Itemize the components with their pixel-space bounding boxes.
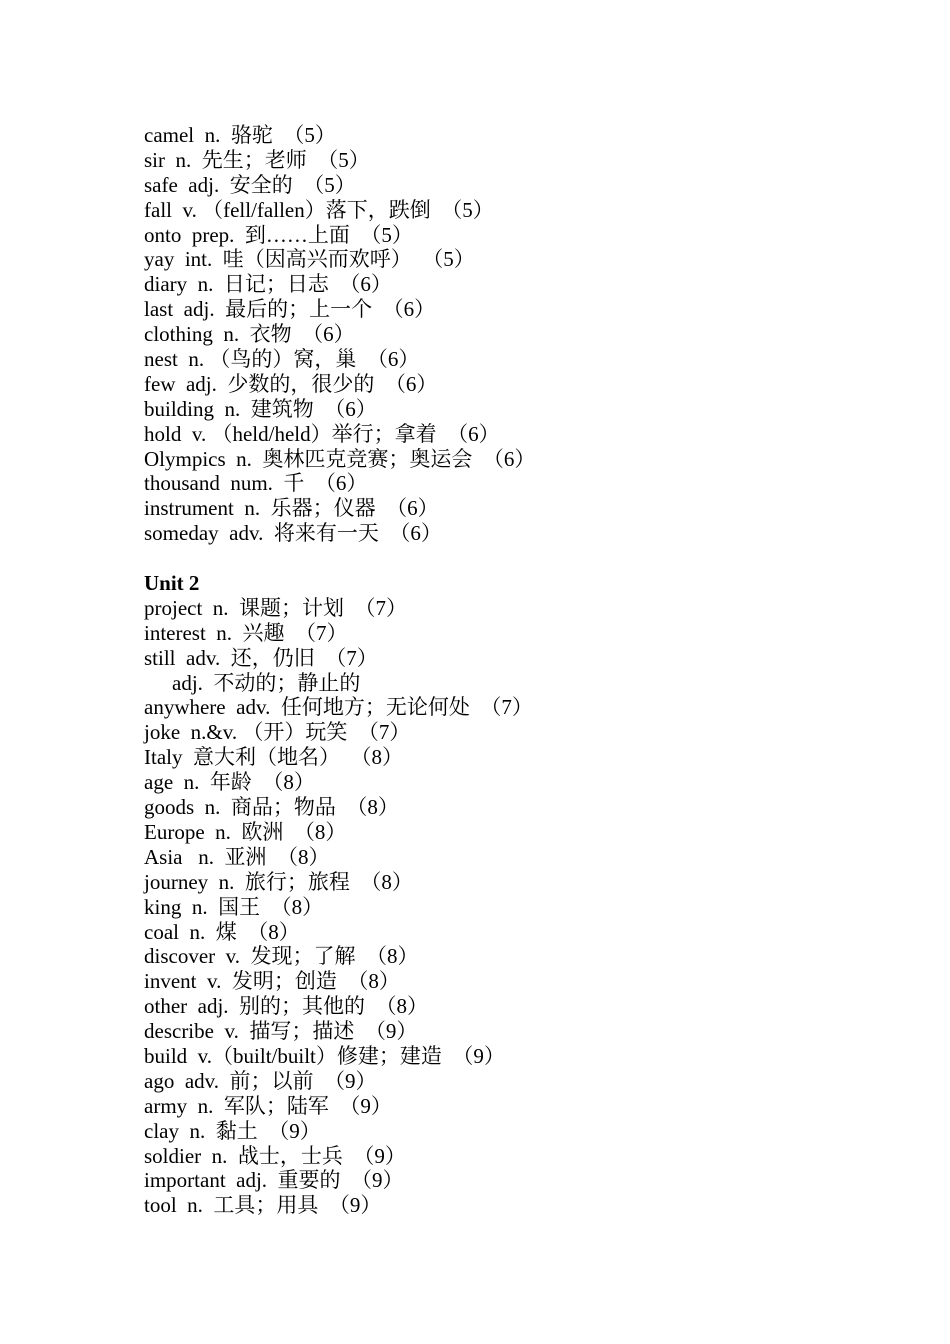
vocab-sub-entry: adj. 不动的；静止的 [172,670,361,695]
vocabulary-page [144,123,904,1218]
vocab-entry: safe adj. 安全的 （5） [144,172,356,197]
vocab-entry: camel n. 骆驼 （5） [144,123,336,147]
vocab-entry: other adj. 别的；其他的 （8） [144,994,429,1019]
vocab-entry: building n. 建筑物 （6） [144,396,377,421]
unit-heading: Unit 2 [144,571,200,596]
vocab-entry: army n. 军队；陆军 （9） [144,1093,392,1118]
vocab-entry: Olympics n. 奥林匹克竞赛；奥运会 （6） [144,446,536,471]
vocab-list-unit2 [144,596,904,1218]
vocab-entry: interest n. 兴趣 （7） [144,620,348,645]
vocab-entry: coal n. 煤 （8） [144,919,300,944]
vocab-entry: few adj. 少数的，很少的 （6） [144,371,438,396]
vocab-entry: instrument n. 乐器；仪器 （6） [144,496,439,521]
vocab-entry: Asia n. 亚洲 （8） [144,844,330,869]
vocab-entry: ago adv. 前；以前 （9） [144,1068,377,1093]
vocab-entry: thousand num. 千 （6） [144,471,368,496]
vocab-entry: clothing n. 衣物 （6） [144,322,355,347]
vocab-entry: joke n.&v. （开）玩笑 （7） [144,720,411,745]
vocab-entry: nest n. （鸟的）窝，巢 （6） [144,347,420,372]
vocab-entry: diary n. 日记；日志 （6） [144,272,392,297]
vocab-entry: someday adv. 将来有一天 （6） [144,521,442,546]
vocab-entry: soldier n. 战士，士兵 （9） [144,1143,406,1168]
vocab-entry: goods n. 商品；物品 （8） [144,795,399,820]
vocab-entry: important adj. 重要的 （9） [144,1168,404,1193]
vocab-entry: hold v. （held/held）举行；拿着 （6） [144,421,500,446]
vocab-entry: Italy 意大利（地名） （8） [144,745,403,770]
vocab-entry: last adj. 最后的；上一个 （6） [144,297,436,322]
vocab-entry: build v.（built/built）修建；建造 （9） [144,1043,505,1068]
section-spacer [144,546,904,571]
vocab-entry: describe v. 描写；描述 （9） [144,1019,418,1044]
vocab-entry: discover v. 发现；了解 （8） [144,944,419,969]
vocab-entry: king n. 国王 （8） [144,894,324,919]
vocab-entry: age n. 年龄 （8） [144,770,315,795]
vocab-entry: invent v. 发明；创造 （8） [144,969,400,994]
vocab-entry: fall v. （fell/fallen）落下，跌倒 （5） [144,197,494,222]
vocab-entry: Europe n. 欧洲 （8） [144,819,347,844]
vocab-entry: still adv. 还，仍旧 （7） [144,645,378,670]
vocab-entry: onto prep. 到……上面 （5） [144,222,413,247]
vocab-entry: anywhere adv. 任何地方；无论何处 （7） [144,695,533,720]
vocab-entry: tool n. 工具；用具 （9） [144,1193,382,1218]
vocab-entry: yay int. 哇（因高兴而欢呼） （5） [144,247,475,272]
vocab-entry: project n. 课题；计划 （7） [144,595,408,620]
vocab-list-unit1-tail [144,123,904,546]
vocab-entry: journey n. 旅行；旅程 （8） [144,869,413,894]
vocab-entry: sir n. 先生；老师 （5） [144,147,370,172]
vocab-entry: clay n. 黏土 （9） [144,1118,321,1143]
